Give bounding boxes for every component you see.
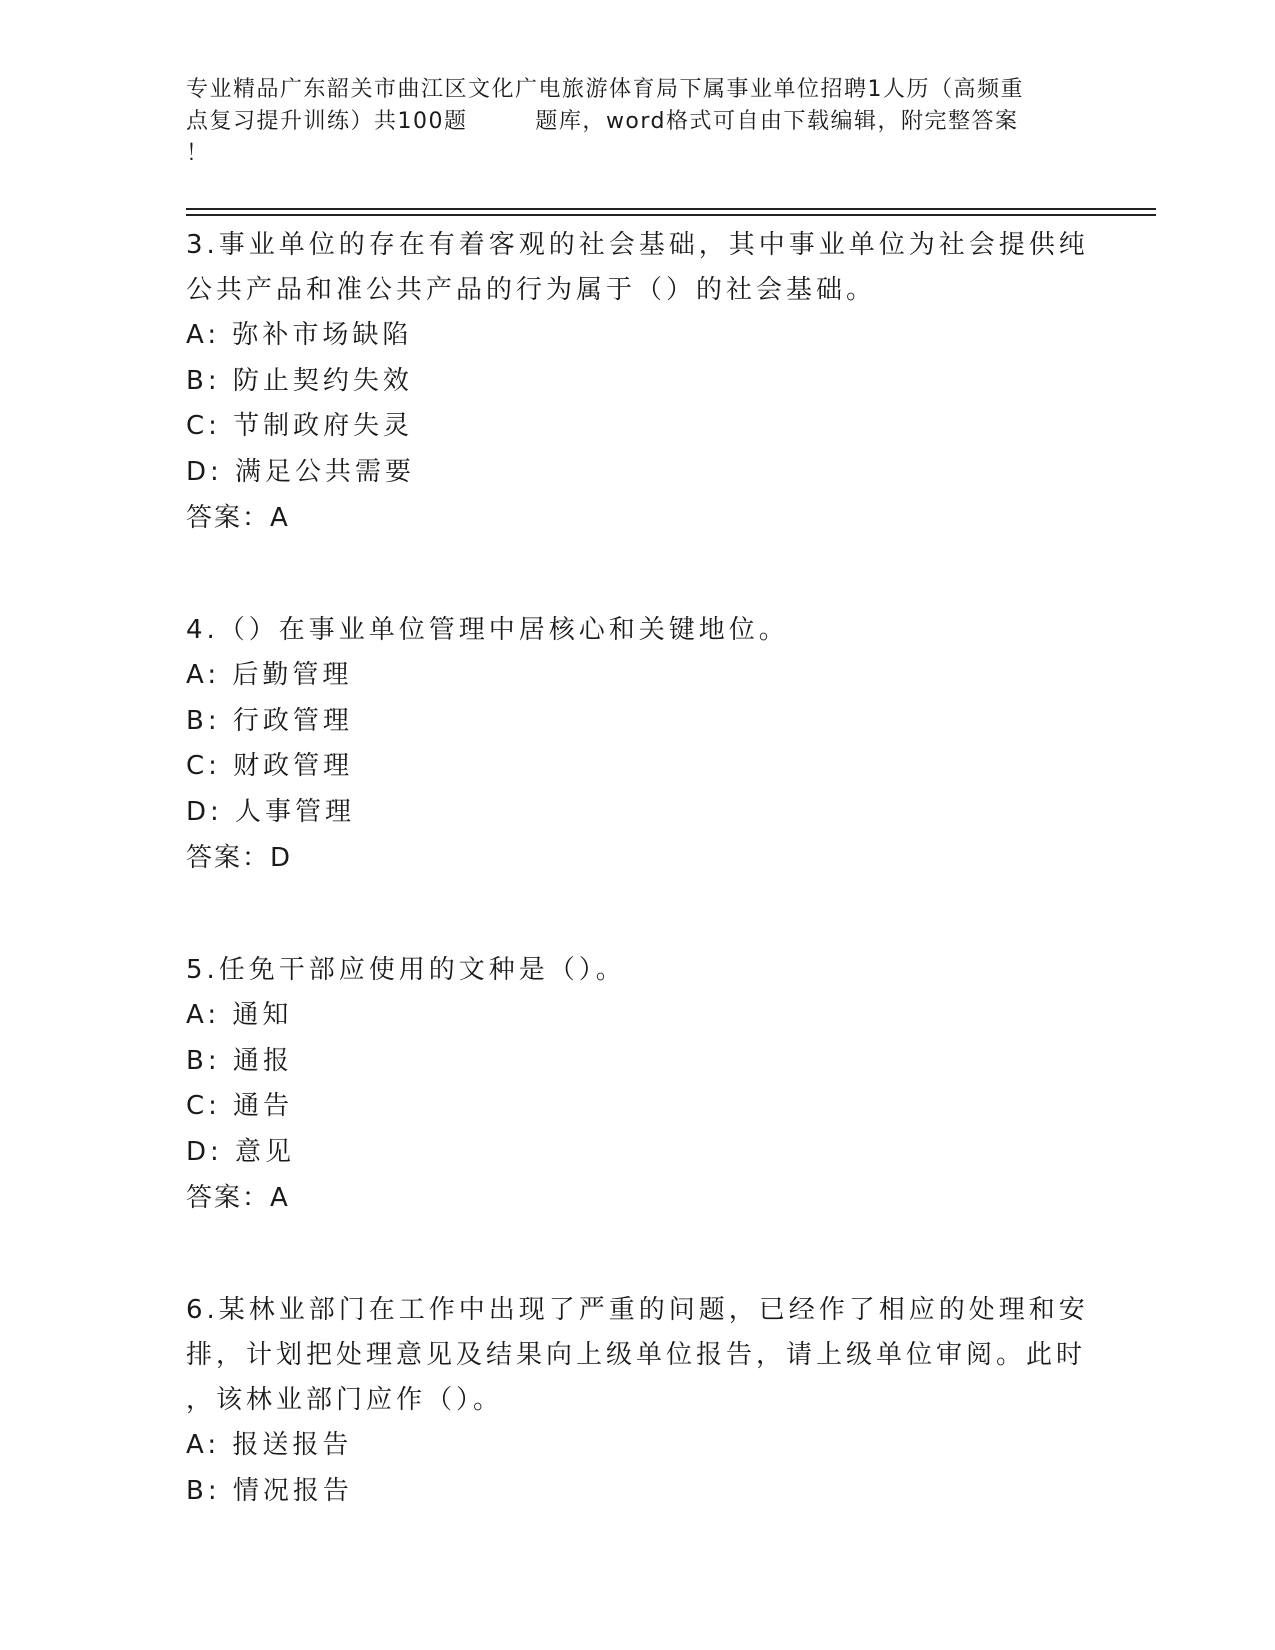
question-stem <box>186 948 1086 993</box>
question-4 <box>186 608 1086 881</box>
option-b: B: 防止契约失效 <box>186 365 413 396</box>
option-c: C: 财政管理 <box>186 751 354 781</box>
option-a: A: 通知 <box>186 1000 293 1030</box>
question-stem-line: 6.某林业部门在工作中出现了严重的问题，已经作了相应的处理和安 <box>186 1295 1089 1325</box>
option-c: C: 节制政府失灵 <box>186 411 414 441</box>
option-d: D: 满足公共需要 <box>186 456 416 487</box>
question-stem-line: 5.任免干部应使用的文种是（）。 <box>186 955 626 985</box>
option-a: A: 报送报告 <box>186 1430 353 1460</box>
document-header <box>186 74 1086 170</box>
option-d: D: 意见 <box>186 1136 296 1167</box>
answer-line: 答案：A <box>186 503 290 533</box>
option-a: A: 后勤管理 <box>186 660 353 690</box>
option-b: B: 行政管理 <box>186 705 353 736</box>
question-6 <box>186 1288 1089 1514</box>
question-stem-line: ，该林业部门应作（）。 <box>186 1385 504 1415</box>
option-a: A: 弥补市场缺陷 <box>186 320 413 350</box>
question-stem-line: 公共产品和准公共产品的行为属于（）的社会基础。 <box>186 275 877 305</box>
header-divider-bottom <box>186 214 1156 216</box>
header-line-1: 专业精品广东韶关市曲江区文化广电旅游体育局下属事业单位招聘1人历（高频重 <box>186 77 1024 102</box>
answer-line: 答案：A <box>186 1183 290 1213</box>
option-b: B: 情况报告 <box>186 1475 353 1506</box>
question-stem-line: 4.（）在事业单位管理中居核心和关键地位。 <box>186 615 789 645</box>
header-divider-top <box>186 208 1156 210</box>
question-stem <box>186 608 1086 653</box>
header-line-3: ！ <box>186 141 210 166</box>
question-stem-line: 3.事业单位的存在有着客观的社会基础，其中事业单位为社会提供纯 <box>186 230 1089 260</box>
question-5 <box>186 948 1086 1221</box>
question-list <box>186 223 1089 1514</box>
answer-line: 答案：D <box>186 843 293 873</box>
option-b: B: 通报 <box>186 1045 293 1076</box>
question-stem <box>186 1288 1089 1423</box>
question-3 <box>186 223 1089 541</box>
option-c: C: 通告 <box>186 1091 294 1121</box>
question-stem-line: 排，计划把处理意见及结果向上级单位报告，请上级单位审阅。此时 <box>186 1340 1087 1370</box>
option-d: D: 人事管理 <box>186 796 356 827</box>
header-line-2: 点复习提升训练）共100题 题库，word格式可自由下载编辑，附完整答案 <box>186 109 1019 134</box>
question-stem <box>186 223 1089 313</box>
